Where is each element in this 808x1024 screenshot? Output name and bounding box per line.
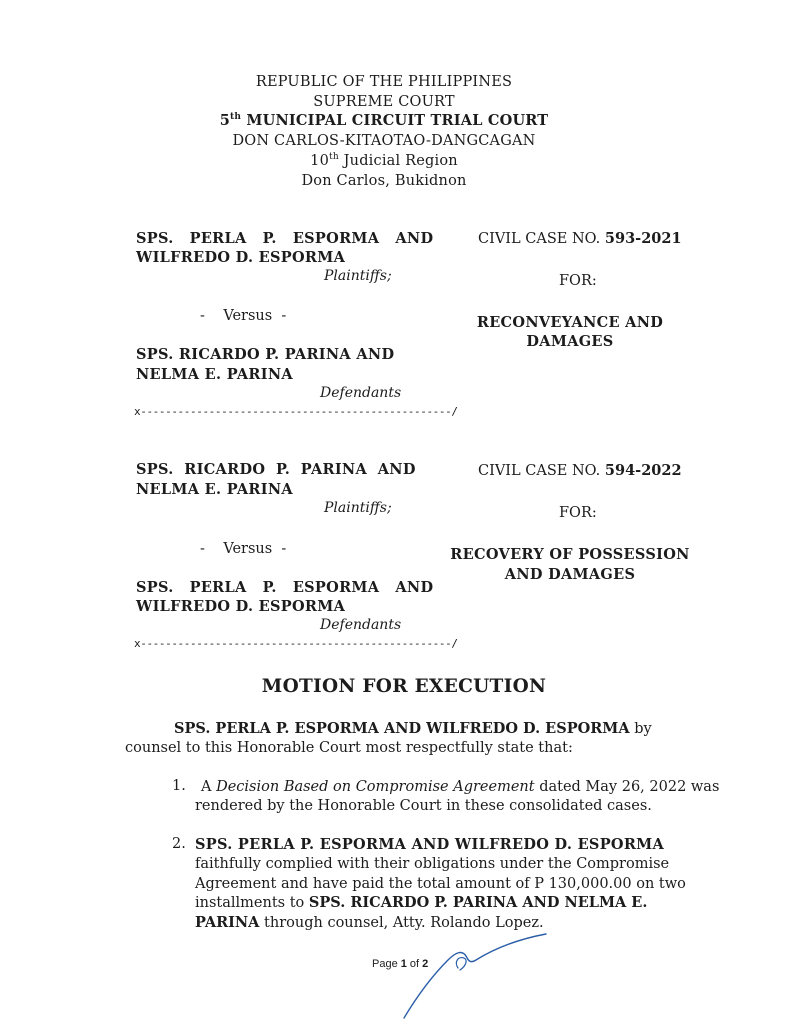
page-of: of	[406, 958, 423, 970]
case2-plaintiff-role: Plaintiffs;	[324, 500, 392, 516]
item2-line2: faithfully complied with their obligations under the Compromise	[195, 856, 670, 872]
case1-case-number	[478, 229, 682, 249]
intro-by: by	[629, 721, 652, 737]
signature-mark	[396, 926, 566, 1022]
case2-nature-line2: AND DAMAGES	[504, 566, 636, 583]
header-region	[0, 151, 768, 171]
case1-nature-line2: DAMAGES	[526, 333, 614, 350]
item2-line1: SPS. PERLA P. ESPORMA AND WILFREDO D. ESPORMA	[195, 836, 665, 853]
item2-payees-cont: PARINA	[195, 914, 260, 931]
case2-defendant-role: Defendants	[320, 617, 402, 633]
item2-line3: Agreement and have paid the total amount of P 130,000.00 on two	[195, 876, 686, 892]
page-current: 1	[400, 958, 407, 970]
intro-line1	[174, 719, 652, 739]
court-ordinal-suffix: th	[230, 112, 242, 123]
case1-defendant-role: Defendants	[320, 385, 402, 401]
case1-for-label: FOR:	[559, 273, 597, 289]
item1-number: 1.	[172, 778, 186, 794]
item2-installments-pre: installments to	[195, 895, 309, 911]
case1-plaintiff-role: Plaintiffs;	[324, 268, 392, 284]
case1-case-no-label: CIVIL CASE NO.	[478, 231, 605, 247]
header-supreme-court: SUPREME COURT	[313, 94, 455, 110]
case2-nature-line1: RECOVERY OF POSSESSION	[450, 546, 690, 563]
region-rest: Judicial Region	[338, 153, 458, 169]
case2-defendant-line2: WILFREDO D. ESPORMA	[136, 598, 346, 615]
case2-separator: x--------------------------------------------------/	[134, 637, 458, 650]
region-ordinal-suffix: th	[329, 152, 339, 163]
case2-case-no-label: CIVIL CASE NO.	[478, 463, 605, 479]
case2-case-number	[478, 461, 682, 481]
case1-defendant-line1: SPS. RICARDO P. PARINA AND	[136, 346, 395, 363]
case1-separator: x--------------------------------------------------/	[134, 405, 458, 418]
case2-plaintiff-line1: SPS. RICARDO P. PARINA AND	[136, 461, 416, 478]
case1-defendant-line2: NELMA E. PARINA	[136, 366, 293, 383]
case1-case-no-value: 593-2021	[604, 230, 682, 247]
item2-counsel: through counsel, Atty. Rolando Lopez.	[259, 915, 544, 931]
item2-line4	[195, 893, 647, 913]
header-jurisdiction: DON CARLOS-KITAOTAO-DANGCAGAN	[232, 133, 536, 149]
signature-stroke-loop	[456, 958, 466, 970]
motion-title: MOTION FOR EXECUTION	[261, 676, 547, 697]
case1-plaintiff-line1: SPS. PERLA P. ESPORMA AND	[136, 230, 434, 247]
page-label: Page	[372, 958, 401, 970]
court-name-rest: MUNICIPAL CIRCUIT TRIAL COURT	[241, 112, 549, 129]
header-court-name	[0, 111, 768, 131]
page-total: 2	[422, 958, 429, 970]
case2-plaintiff-line2: NELMA E. PARINA	[136, 481, 293, 498]
item1-line1	[201, 777, 719, 797]
case1-plaintiff-line2: WILFREDO D. ESPORMA	[136, 249, 346, 266]
court-ordinal: 5	[219, 112, 231, 129]
item1-pre: A	[201, 779, 217, 795]
region-ordinal: 10	[310, 153, 329, 169]
case2-case-no-value: 594-2022	[604, 462, 682, 479]
case1-nature-line1: RECONVEYANCE AND	[476, 314, 664, 331]
item1-post: dated May 26, 2022 was	[534, 779, 720, 795]
case2-defendant-line1: SPS. PERLA P. ESPORMA AND	[136, 579, 434, 596]
intro-line2: counsel to this Honorable Court most respectfully state that:	[125, 740, 573, 756]
intro-movants: SPS. PERLA P. ESPORMA AND WILFREDO D. ESPORMA	[174, 720, 630, 737]
item1-decision-title: Decision Based on Compromise Agreement	[216, 779, 535, 795]
case2-for-label: FOR:	[559, 505, 597, 521]
case2-versus: - Versus -	[200, 541, 287, 557]
item2-number: 2.	[172, 836, 186, 852]
signature-stroke-main	[404, 934, 546, 1018]
item1-line2: rendered by the Honorable Court in these consolidated cases.	[195, 798, 652, 814]
item2-payees: SPS. RICARDO P. PARINA AND NELMA E.	[308, 894, 648, 911]
header-location: Don Carlos, Bukidnon	[301, 173, 467, 189]
header-republic: REPUBLIC OF THE PHILIPPINES	[255, 74, 513, 90]
case1-versus: - Versus -	[200, 308, 287, 324]
